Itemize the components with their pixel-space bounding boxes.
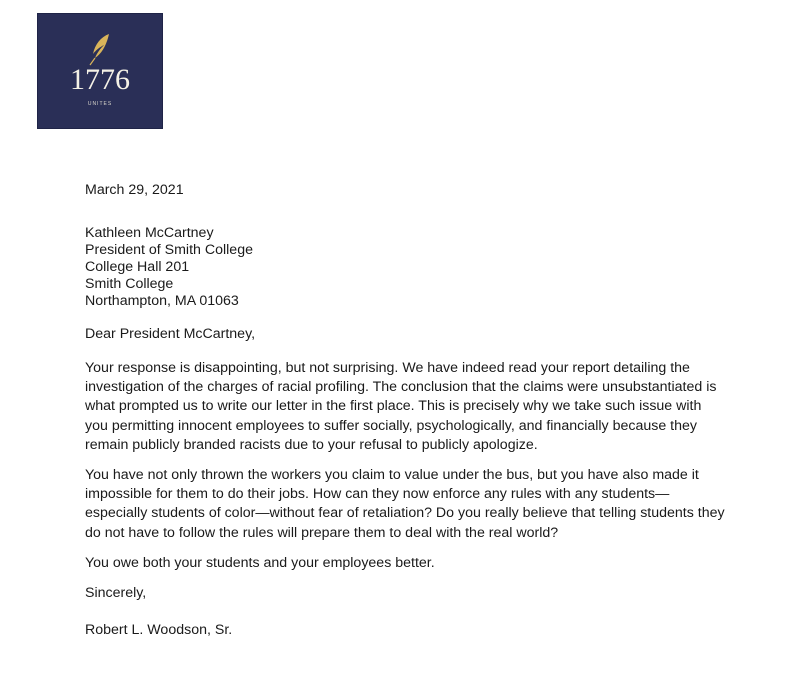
paragraph: You have not only thrown the workers you claim to value under the bus, but you have also made it impossible for them to do their jobs. How can they now enforce any rules with any students—especially students of color—without fear of retaliation? Do you really believe that telling students they do not have to follow the rules will prepare them to deal with the real world?	[85, 467, 725, 541]
recipient-city-state-zip: Northampton, MA 01063	[85, 293, 239, 309]
letter-body	[85, 181, 725, 640]
paragraph: You owe both your students and your employees better.	[85, 554, 435, 571]
organization-logo	[38, 14, 162, 128]
recipient-address	[85, 225, 725, 310]
logo-year: 1776	[70, 63, 130, 96]
recipient-name: Kathleen McCartney	[85, 225, 214, 241]
logo-subtitle: UNITES	[87, 101, 113, 107]
closing: Sincerely,	[85, 585, 147, 602]
quill-icon	[87, 32, 113, 66]
recipient-institution: Smith College	[85, 276, 174, 292]
recipient-title: President of Smith College	[85, 242, 253, 258]
recipient-office: College Hall 201	[85, 259, 190, 275]
paragraph: Your response is disappointing, but not surprising. We have indeed read your report detailing the investigation of the charges of racial profiling. The conclusion that the claims were unsubstantiated is what prompted us to write our letter in the first place. This is precisely why we take such issue with you permitting innocent employees to suffer socially, psychologically, and financially because they remain publicly branded racists due to your refusal to publicly apologize.	[85, 360, 717, 453]
signature: Robert L. Woodson, Sr.	[85, 622, 233, 639]
salutation: Dear President McCartney,	[85, 326, 256, 342]
letter-date: March 29, 2021	[85, 182, 184, 198]
